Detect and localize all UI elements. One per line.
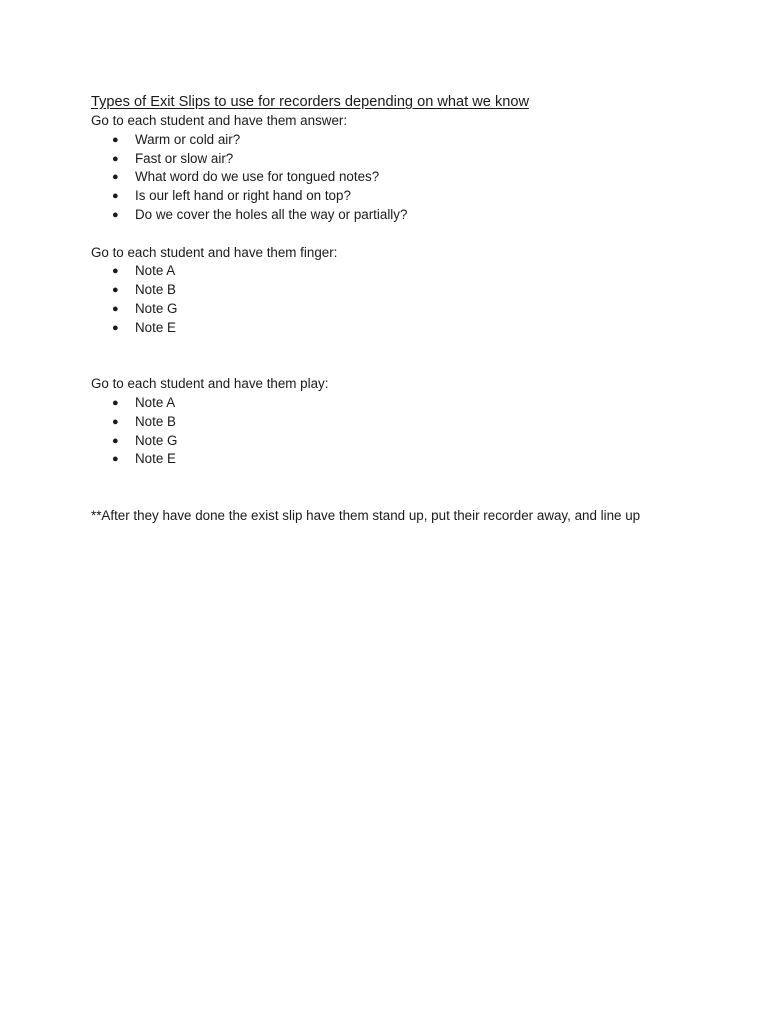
list-item: ● Do we cover the holes all the way or partially?: [91, 206, 751, 225]
bullet-icon: ●: [112, 453, 119, 466]
list-item: ● Note G: [91, 432, 751, 451]
list-item: ● Is our left hand or right hand on top?: [91, 187, 751, 206]
blank-line: [91, 338, 751, 376]
list-item: ● Note E: [91, 450, 751, 469]
answer-question-list: [91, 131, 751, 225]
blank-line: [91, 469, 751, 507]
bullet-icon: ●: [112, 396, 119, 409]
footer-note: **After they have done the exist slip have them stand up, put their recorder away, and line up: [91, 507, 641, 523]
section-answer-intro: Go to each student and have them answer:: [91, 113, 348, 128]
bullet-icon: ●: [112, 321, 119, 334]
list-item: ● Note G: [91, 300, 751, 319]
document-title: Types of Exit Slips to use for recorders depending on what we know: [91, 94, 530, 110]
section-finger-intro: Go to each student and have them finger:: [91, 244, 338, 260]
list-item: ● Note A: [91, 394, 751, 413]
list-item: ● Fast or slow air?: [91, 150, 751, 169]
bullet-icon: ●: [112, 284, 119, 297]
finger-note-list: [91, 262, 751, 337]
bullet-icon: ●: [112, 171, 119, 184]
blank-line: [91, 225, 751, 244]
list-item: ● What word do we use for tongued notes?: [91, 168, 751, 187]
list-item: ● Warm or cold air?: [91, 131, 751, 150]
bullet-icon: ●: [112, 302, 119, 315]
list-item: ● Note A: [91, 262, 751, 281]
list-item: ● Note B: [91, 413, 751, 432]
bullet-icon: ●: [112, 190, 119, 203]
list-item: ● Note E: [91, 319, 751, 338]
bullet-icon: ●: [112, 415, 119, 428]
bullet-icon: ●: [112, 434, 119, 447]
bullet-icon: ●: [112, 208, 119, 221]
bullet-icon: ●: [112, 133, 119, 146]
list-item: ● Note B: [91, 281, 751, 300]
bullet-icon: ●: [112, 152, 119, 165]
play-note-list: [91, 394, 751, 469]
bullet-icon: ●: [112, 265, 119, 278]
section-play-intro: Go to each student and have them play:: [91, 376, 329, 392]
document-page: [91, 93, 751, 526]
